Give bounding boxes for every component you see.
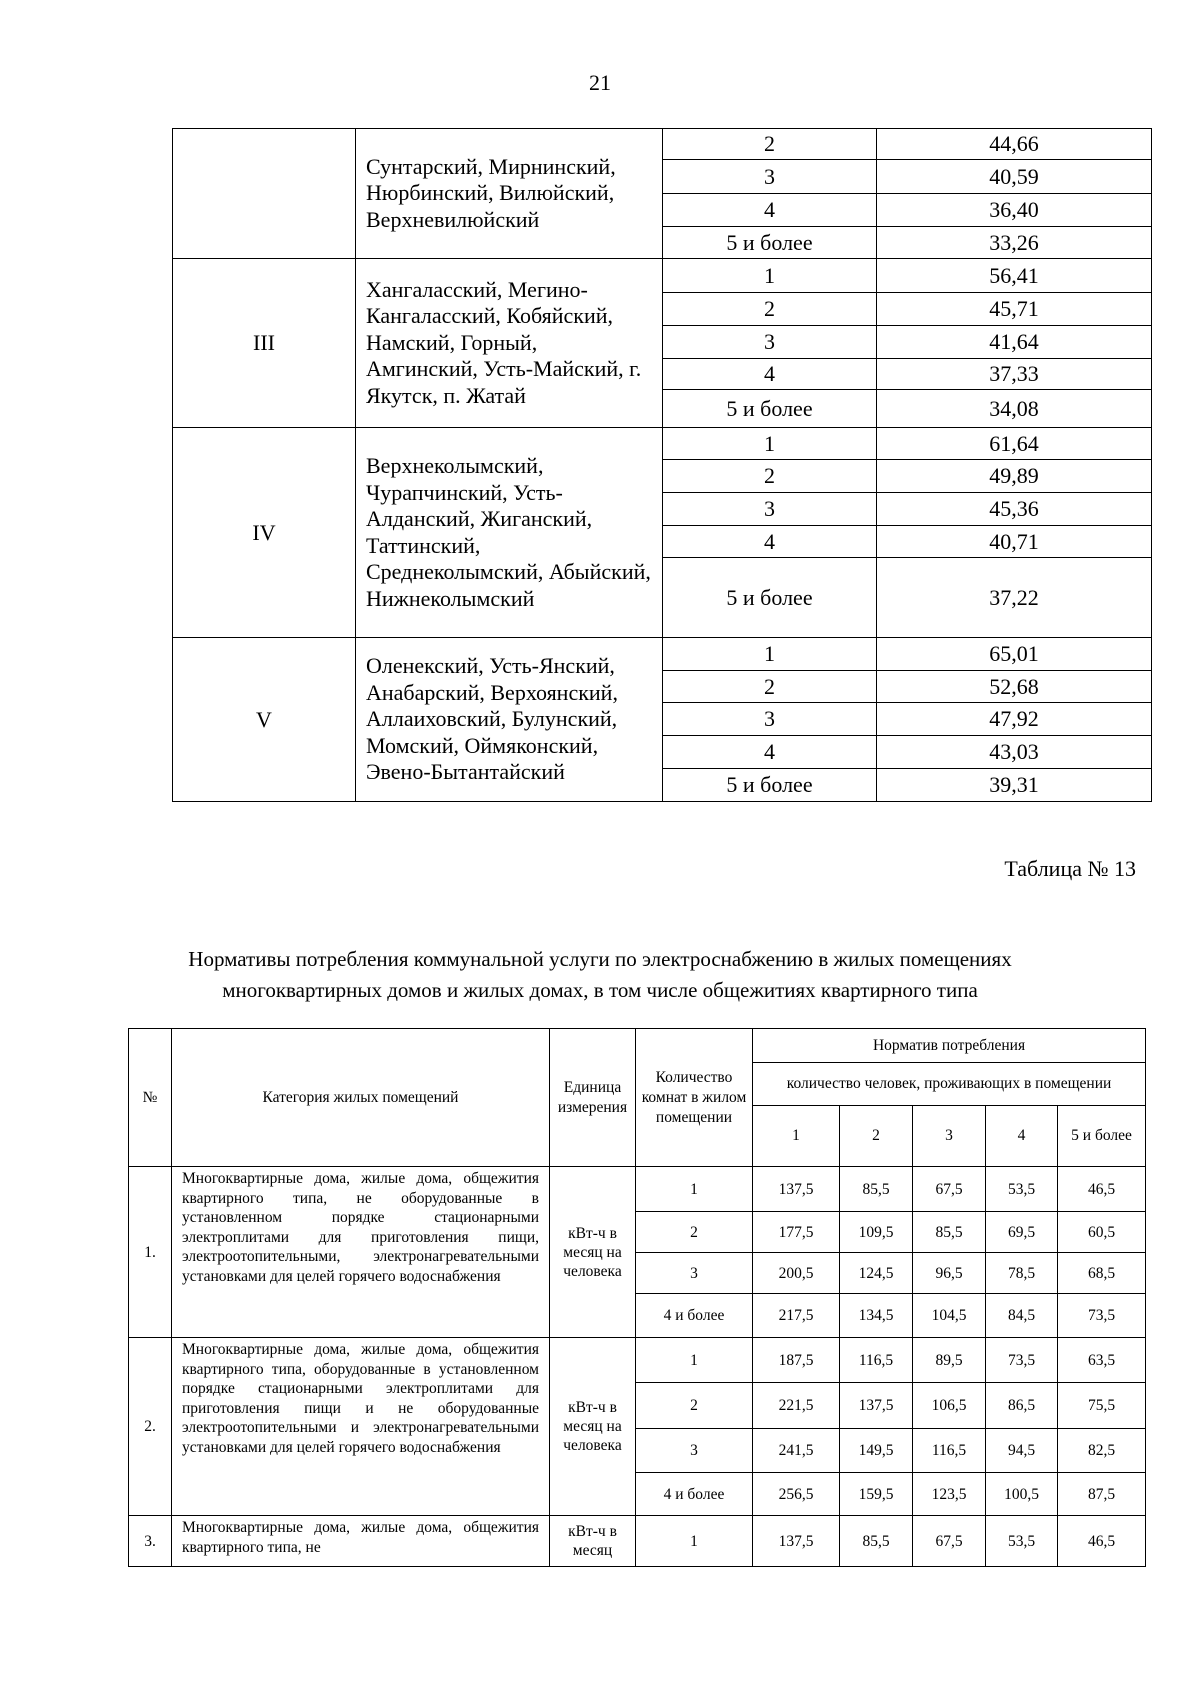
norm-value-cell: 37,22 bbox=[877, 558, 1152, 638]
rooms-cell: 4 bbox=[663, 359, 877, 390]
rooms-cell: 2 bbox=[636, 1383, 753, 1429]
norm-value-cell: 82,5 bbox=[1058, 1429, 1146, 1473]
rooms-cell: 2 bbox=[663, 460, 877, 493]
districts-cell: Оленекский, Усть-Янский, Анабарский, Верхоянский, Аллаиховский, Булунский, Момский, Оймяконский, Эвено-Бытантайский bbox=[356, 638, 663, 802]
norm-value-cell: 53,5 bbox=[986, 1167, 1058, 1212]
norm-value-cell: 89,5 bbox=[913, 1338, 986, 1383]
unit-cell: кВт-ч в месяц на человека bbox=[550, 1167, 636, 1338]
norm-value-cell: 45,36 bbox=[877, 493, 1152, 526]
table-title-line: многоквартирных домов и жилых домах, в том числе общежитиях квартирного типа bbox=[222, 978, 978, 1002]
header-persons: количество человек, проживающих в помещении bbox=[753, 1063, 1146, 1106]
norm-value-cell: 40,59 bbox=[877, 160, 1152, 194]
norm-value-cell: 137,5 bbox=[840, 1383, 913, 1429]
rooms-cell: 4 и более bbox=[636, 1294, 753, 1338]
norm-value-cell: 73,5 bbox=[1058, 1294, 1146, 1338]
norm-value-cell: 46,5 bbox=[1058, 1516, 1146, 1567]
norm-value-cell: 217,5 bbox=[753, 1294, 840, 1338]
rooms-cell: 1 bbox=[663, 259, 877, 293]
districts-cell: Сунтарский, Мирнинский, Нюрбинский, Вилюйский, Верхневилюйский bbox=[356, 129, 663, 259]
norm-value-cell: 39,31 bbox=[877, 769, 1152, 802]
table-label: Таблица № 13 bbox=[1004, 856, 1136, 881]
rooms-cell: 2 bbox=[663, 671, 877, 703]
unit-cell: кВт-ч в месяц bbox=[550, 1516, 636, 1567]
norm-value-cell: 46,5 bbox=[1058, 1167, 1146, 1212]
norm-value-cell: 56,41 bbox=[877, 259, 1152, 293]
table-row bbox=[173, 259, 1152, 293]
norm-value-cell: 84,5 bbox=[986, 1294, 1058, 1338]
table-row bbox=[129, 1167, 1146, 1212]
norm-value-cell: 78,5 bbox=[986, 1253, 1058, 1294]
norm-value-cell: 137,5 bbox=[753, 1167, 840, 1212]
norm-value-cell: 106,5 bbox=[913, 1383, 986, 1429]
category-cell: Многоквартирные дома, жилые дома, общежития квартирного типа, оборудованные в установленном порядке стационарными электроплитами для приготовления пищи и не оборудованные электроотопительными и электронагревательными установками для целей горячего водоснабжения bbox=[172, 1338, 550, 1516]
row-number: 2. bbox=[129, 1338, 172, 1516]
norm-value-cell: 123,5 bbox=[913, 1473, 986, 1516]
norm-value-cell: 75,5 bbox=[1058, 1383, 1146, 1429]
norm-value-cell: 100,5 bbox=[986, 1473, 1058, 1516]
zone-cell: V bbox=[173, 638, 356, 802]
norm-value-cell: 43,03 bbox=[877, 736, 1152, 769]
rooms-cell: 2 bbox=[663, 129, 877, 160]
header-category: Категория жилых помещений bbox=[172, 1029, 550, 1167]
header-persons-1: 1 bbox=[753, 1106, 840, 1167]
unit-cell: кВт-ч в месяц на человека bbox=[550, 1338, 636, 1516]
norm-value-cell: 37,33 bbox=[877, 359, 1152, 390]
rooms-cell: 1 bbox=[636, 1167, 753, 1212]
norm-value-cell: 159,5 bbox=[840, 1473, 913, 1516]
norm-value-cell: 45,71 bbox=[877, 293, 1152, 326]
table-row bbox=[173, 638, 1152, 671]
norm-value-cell: 44,66 bbox=[877, 129, 1152, 160]
norm-value-cell: 52,68 bbox=[877, 671, 1152, 703]
rooms-cell: 3 bbox=[663, 326, 877, 359]
norm-value-cell: 33,26 bbox=[877, 227, 1152, 259]
header-num: № bbox=[129, 1029, 172, 1167]
rooms-cell: 4 bbox=[663, 194, 877, 227]
norm-value-cell: 67,5 bbox=[913, 1167, 986, 1212]
rooms-cell: 1 bbox=[636, 1516, 753, 1567]
header-rooms: Количество комнат в жилом помещении bbox=[636, 1029, 753, 1167]
norm-value-cell: 61,64 bbox=[877, 428, 1152, 460]
header-persons-2: 2 bbox=[840, 1106, 913, 1167]
table-title bbox=[0, 944, 1200, 1006]
norm-value-cell: 36,40 bbox=[877, 194, 1152, 227]
row-number: 1. bbox=[129, 1167, 172, 1338]
norm-value-cell: 116,5 bbox=[913, 1429, 986, 1473]
norm-value-cell: 187,5 bbox=[753, 1338, 840, 1383]
rooms-cell: 3 bbox=[663, 703, 877, 736]
table-row bbox=[173, 428, 1152, 460]
norm-value-cell: 85,5 bbox=[840, 1516, 913, 1567]
districts-cell: Хангаласский, Мегино-Кангаласский, Кобяйский, Намский, Горный, Амгинский, Усть-Майский, г. Якутск, п. Жатай bbox=[356, 259, 663, 428]
header-persons-5: 5 и более bbox=[1058, 1106, 1146, 1167]
rooms-cell: 5 и более bbox=[663, 558, 877, 638]
rooms-cell: 3 bbox=[636, 1429, 753, 1473]
norm-value-cell: 94,5 bbox=[986, 1429, 1058, 1473]
norm-value-cell: 200,5 bbox=[753, 1253, 840, 1294]
header-persons-4: 4 bbox=[986, 1106, 1058, 1167]
norm-value-cell: 47,92 bbox=[877, 703, 1152, 736]
norm-value-cell: 63,5 bbox=[1058, 1338, 1146, 1383]
rooms-cell: 1 bbox=[663, 638, 877, 671]
norm-value-cell: 149,5 bbox=[840, 1429, 913, 1473]
norm-value-cell: 34,08 bbox=[877, 390, 1152, 428]
rooms-cell: 4 bbox=[663, 736, 877, 769]
norm-value-cell: 73,5 bbox=[986, 1338, 1058, 1383]
rooms-cell: 5 и более bbox=[663, 769, 877, 802]
norm-value-cell: 40,71 bbox=[877, 526, 1152, 558]
norm-value-cell: 85,5 bbox=[913, 1212, 986, 1253]
header-unit: Единица измерения bbox=[550, 1029, 636, 1167]
norm-value-cell: 241,5 bbox=[753, 1429, 840, 1473]
norm-value-cell: 69,5 bbox=[986, 1212, 1058, 1253]
rooms-cell: 2 bbox=[663, 293, 877, 326]
table-row bbox=[129, 1516, 1146, 1567]
norm-value-cell: 116,5 bbox=[840, 1338, 913, 1383]
norm-value-cell: 134,5 bbox=[840, 1294, 913, 1338]
norm-value-cell: 109,5 bbox=[840, 1212, 913, 1253]
page-number: 21 bbox=[589, 70, 611, 95]
rooms-cell: 2 bbox=[636, 1212, 753, 1253]
norm-value-cell: 124,5 bbox=[840, 1253, 913, 1294]
norm-value-cell: 96,5 bbox=[913, 1253, 986, 1294]
zone-cell: IV bbox=[173, 428, 356, 638]
norm-value-cell: 137,5 bbox=[753, 1516, 840, 1567]
zone-cell: III bbox=[173, 259, 356, 428]
heating-norms-table-continued bbox=[172, 128, 1152, 802]
category-cell: Многоквартирные дома, жилые дома, общежития квартирного типа, не bbox=[172, 1516, 550, 1567]
norm-value-cell: 49,89 bbox=[877, 460, 1152, 493]
norm-value-cell: 65,01 bbox=[877, 638, 1152, 671]
norm-value-cell: 41,64 bbox=[877, 326, 1152, 359]
zone-cell bbox=[173, 129, 356, 259]
norm-value-cell: 68,5 bbox=[1058, 1253, 1146, 1294]
rooms-cell: 3 bbox=[663, 160, 877, 194]
table-row bbox=[173, 129, 1152, 160]
norm-value-cell: 53,5 bbox=[986, 1516, 1058, 1567]
rooms-cell: 4 bbox=[663, 526, 877, 558]
header-norm: Норматив потребления bbox=[753, 1029, 1146, 1063]
norm-value-cell: 60,5 bbox=[1058, 1212, 1146, 1253]
header-persons-3: 3 bbox=[913, 1106, 986, 1167]
rooms-cell: 4 и более bbox=[636, 1473, 753, 1516]
norm-value-cell: 85,5 bbox=[840, 1167, 913, 1212]
category-cell: Многоквартирные дома, жилые дома, общежития квартирного типа, не оборудованные в установленном порядке стационарными электроплитами для приготовления пищи, электроотопительными, электронагревательными установками для целей горячего водоснабжения bbox=[172, 1167, 550, 1338]
rooms-cell: 3 bbox=[663, 493, 877, 526]
table-row bbox=[129, 1338, 1146, 1383]
norm-value-cell: 104,5 bbox=[913, 1294, 986, 1338]
electricity-norms-table bbox=[128, 1028, 1146, 1567]
norm-value-cell: 177,5 bbox=[753, 1212, 840, 1253]
norm-value-cell: 87,5 bbox=[1058, 1473, 1146, 1516]
rooms-cell: 1 bbox=[663, 428, 877, 460]
table-title-line: Нормативы потребления коммунальной услуги по электроснабжению в жилых помещениях bbox=[188, 947, 1012, 971]
rooms-cell: 5 и более bbox=[663, 390, 877, 428]
norm-value-cell: 221,5 bbox=[753, 1383, 840, 1429]
districts-cell: Верхнеколымский, Чурапчинский, Усть-Алданский, Жиганский, Таттинский, Среднеколымский, Абыйский, Нижнеколымский bbox=[356, 428, 663, 638]
norm-value-cell: 256,5 bbox=[753, 1473, 840, 1516]
rooms-cell: 3 bbox=[636, 1253, 753, 1294]
norm-value-cell: 67,5 bbox=[913, 1516, 986, 1567]
norm-value-cell: 86,5 bbox=[986, 1383, 1058, 1429]
rooms-cell: 5 и более bbox=[663, 227, 877, 259]
row-number: 3. bbox=[129, 1516, 172, 1567]
rooms-cell: 1 bbox=[636, 1338, 753, 1383]
